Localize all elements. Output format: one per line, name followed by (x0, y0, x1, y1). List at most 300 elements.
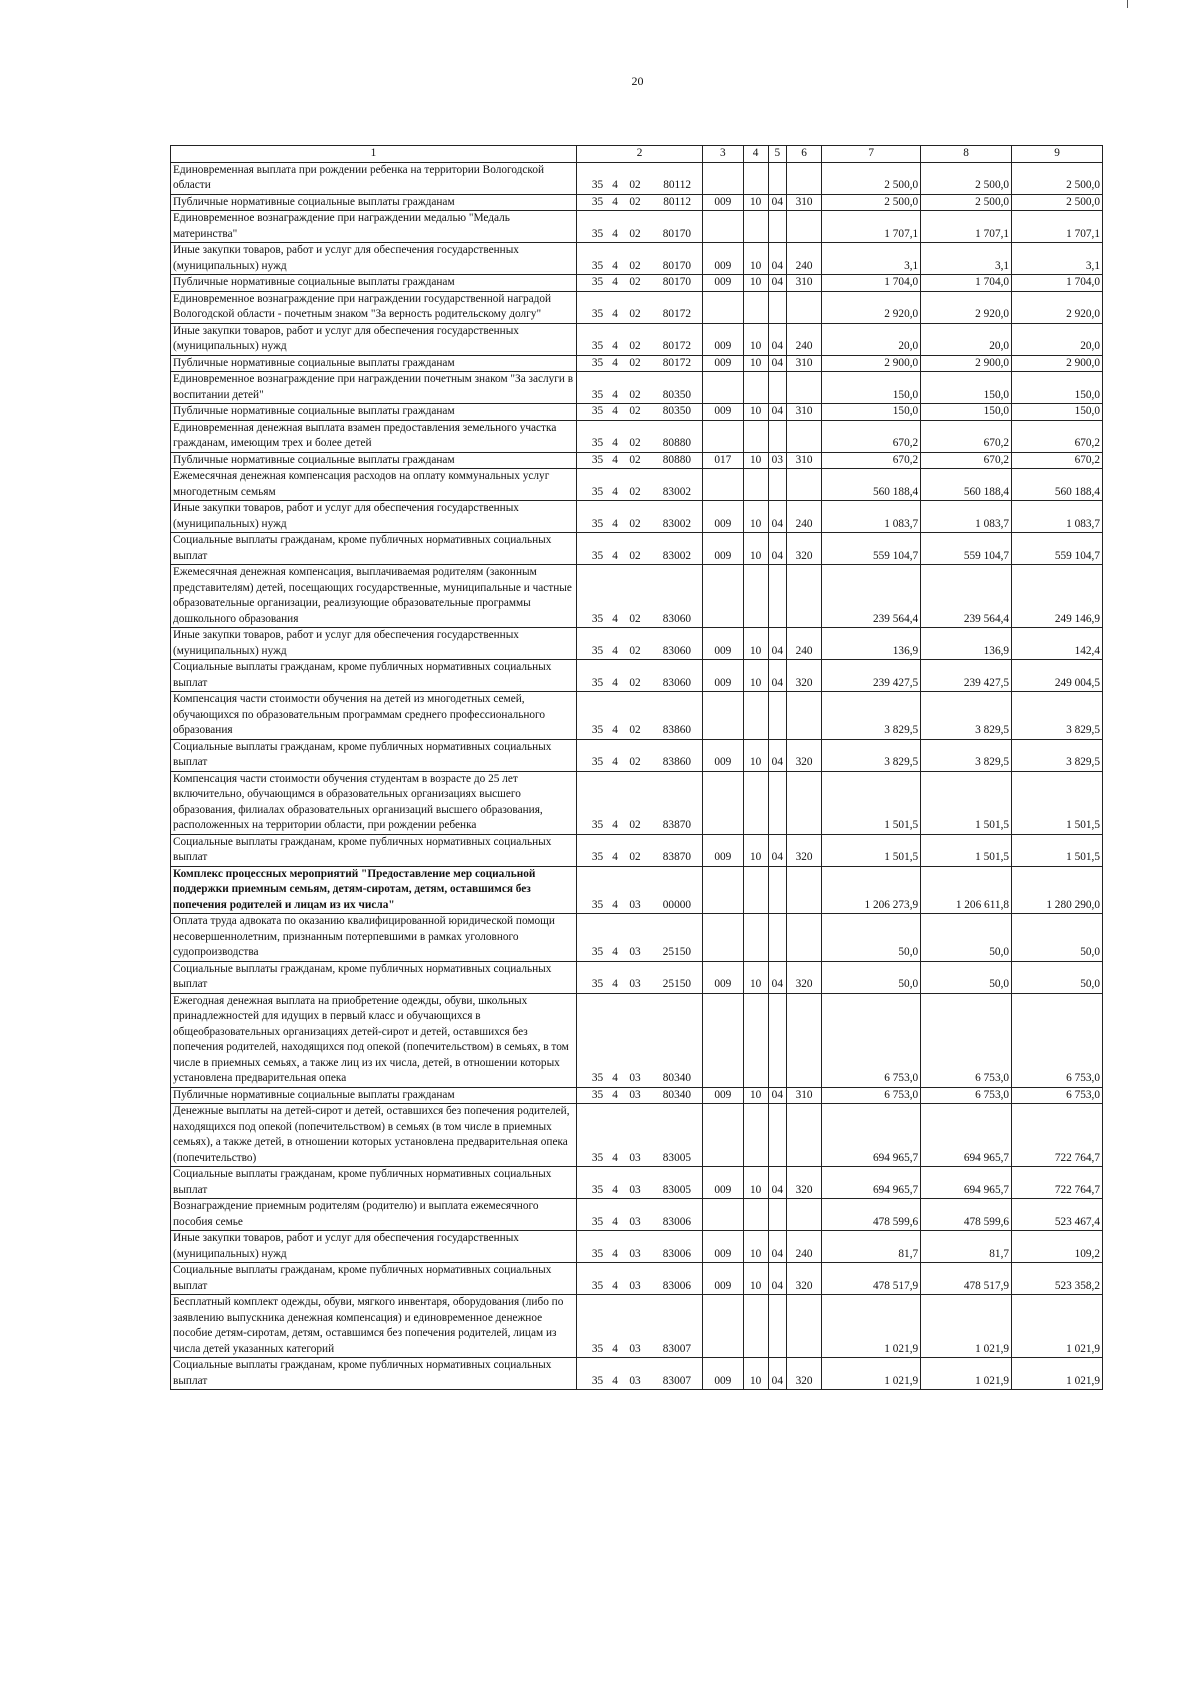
amount-col-9: 1 704,0 (1012, 275, 1103, 292)
target-code (576, 420, 702, 452)
row-name: Публичные нормативные социальные выплаты гражданам (171, 194, 577, 211)
code-type: 4 (612, 227, 618, 240)
amount-col-8: 1 501,5 (921, 834, 1012, 866)
code-type: 4 (612, 612, 618, 625)
code-program: 35 (591, 485, 604, 498)
target-code (576, 194, 702, 211)
code-program: 35 (591, 276, 604, 288)
ministry-code (703, 692, 743, 740)
code-type: 4 (612, 898, 618, 911)
subsection-code (768, 162, 786, 194)
subsection-code (768, 771, 786, 834)
table-row (171, 404, 1103, 421)
code-type: 4 (612, 549, 618, 562)
ministry-code: 009 (703, 1231, 743, 1263)
code-direction: 80350 (662, 405, 692, 417)
ministry-code: 009 (703, 1167, 743, 1199)
ministry-code (703, 1199, 743, 1231)
amount-col-9: 249 004,5 (1012, 660, 1103, 692)
expense-type-code: 320 (786, 1167, 821, 1199)
code-type: 4 (612, 851, 618, 863)
code-direction: 80340 (662, 1088, 692, 1101)
amount-col-8: 670,2 (921, 420, 1012, 452)
amount-col-7: 694 965,7 (822, 1104, 921, 1167)
expense-type-code (786, 162, 821, 194)
code-subprogram: 03 (629, 1342, 641, 1355)
amount-col-9: 559 104,7 (1012, 533, 1103, 565)
row-name: Публичные нормативные социальные выплаты гражданам (171, 452, 577, 469)
ministry-code (703, 372, 743, 404)
expense-type-code: 240 (786, 501, 821, 533)
amount-col-7: 1 206 273,9 (822, 866, 921, 914)
amount-col-9: 6 753,0 (1012, 993, 1103, 1087)
code-program: 35 (591, 1151, 604, 1164)
code-program: 35 (591, 612, 604, 625)
row-name: Единовременное вознаграждение при награждении почетным знаком "За заслуги в воспитании детей" (171, 372, 577, 404)
code-program: 35 (591, 549, 604, 562)
table-row (171, 628, 1103, 660)
target-code (576, 323, 702, 355)
expense-type-code: 310 (786, 275, 821, 292)
subsection-code (768, 565, 786, 628)
section-code (743, 1104, 768, 1167)
table-row (171, 834, 1103, 866)
subsection-code: 04 (768, 275, 786, 292)
code-direction: 80172 (662, 356, 692, 369)
section-code: 10 (743, 1087, 768, 1104)
target-code (576, 275, 702, 292)
target-code (576, 1358, 702, 1390)
amount-col-8: 560 188,4 (921, 469, 1012, 501)
code-direction: 83007 (662, 1342, 692, 1355)
amount-col-8: 6 753,0 (921, 1087, 1012, 1104)
amount-col-7: 559 104,7 (822, 533, 921, 565)
amount-col-9: 150,0 (1012, 404, 1103, 421)
code-direction: 83870 (662, 819, 692, 831)
amount-col-8: 150,0 (921, 372, 1012, 404)
section-code: 10 (743, 355, 768, 372)
expense-type-code: 240 (786, 323, 821, 355)
row-name: Бесплатный комплект одежды, обуви, мягкого инвентаря, оборудования (либо по заявлению выпускника денежная компенсация) и единовременное денежное пособие детям-сиротам, детям, оставшимся без попечения родителей, лицам из числа детей указанных категорий (171, 1295, 577, 1358)
ministry-code (703, 1104, 743, 1167)
code-type: 4 (612, 724, 618, 736)
code-direction: 83006 (662, 1215, 692, 1228)
code-subprogram: 03 (629, 1183, 641, 1196)
section-code: 10 (743, 243, 768, 275)
amount-col-9: 670,2 (1012, 420, 1103, 452)
code-program: 35 (591, 259, 604, 272)
target-code (576, 162, 702, 194)
code-program: 35 (591, 1215, 604, 1228)
table-row (171, 243, 1103, 275)
row-name: Социальные выплаты гражданам, кроме публичных нормативных социальных выплат (171, 660, 577, 692)
code-direction: 80880 (662, 453, 692, 466)
ministry-code: 009 (703, 1087, 743, 1104)
amount-col-7: 6 753,0 (822, 1087, 921, 1104)
row-name: Публичные нормативные социальные выплаты гражданам (171, 275, 577, 292)
expense-type-code: 320 (786, 739, 821, 771)
ministry-code: 009 (703, 323, 743, 355)
section-code: 10 (743, 834, 768, 866)
target-code (576, 692, 702, 740)
code-type: 4 (612, 1342, 618, 1355)
amount-col-8: 150,0 (921, 404, 1012, 421)
ministry-code (703, 1295, 743, 1358)
amount-col-9: 722 764,7 (1012, 1167, 1103, 1199)
ministry-code: 009 (703, 961, 743, 993)
scan-margin-mark (1127, 0, 1128, 8)
subsection-code (768, 914, 786, 962)
expense-type-code (786, 1199, 821, 1231)
target-code (576, 565, 702, 628)
amount-col-7: 239 427,5 (822, 660, 921, 692)
expense-type-code (786, 211, 821, 243)
expense-type-code: 320 (786, 533, 821, 565)
row-name: Иные закупки товаров, работ и услуг для обеспечения государственных (муниципальных) нужд (171, 501, 577, 533)
target-code (576, 291, 702, 323)
code-direction: 83870 (662, 851, 692, 863)
section-code: 10 (743, 1358, 768, 1390)
code-direction: 83002 (662, 517, 692, 530)
amount-col-9: 3 829,5 (1012, 739, 1103, 771)
row-name: Единовременное вознаграждение при награждении государственной наградой Вологодской области - почетным знаком "За верность родительскому долгу" (171, 291, 577, 323)
code-direction: 83860 (662, 724, 692, 736)
code-program: 35 (591, 819, 604, 831)
target-code (576, 993, 702, 1087)
table-row (171, 1199, 1103, 1231)
ministry-code: 009 (703, 660, 743, 692)
code-subprogram: 02 (629, 676, 641, 689)
target-code (576, 452, 702, 469)
amount-col-7: 20,0 (822, 323, 921, 355)
amount-col-7: 2 920,0 (822, 291, 921, 323)
expense-type-code: 310 (786, 452, 821, 469)
code-direction: 83060 (662, 612, 692, 625)
code-direction: 83860 (662, 756, 692, 768)
amount-col-8: 478 599,6 (921, 1199, 1012, 1231)
amount-col-7: 670,2 (822, 452, 921, 469)
row-name: Ежемесячная денежная компенсация, выплачиваемая родителям (законным представителям) детей, посещающих государственные, муниципальные и частные образовательные организации, реализующие образовательные программы дошкольного образования (171, 565, 577, 628)
code-subprogram: 03 (629, 946, 641, 958)
code-direction: 83060 (662, 644, 692, 657)
table-body (171, 162, 1103, 1390)
table-row (171, 866, 1103, 914)
code-direction: 80350 (662, 388, 692, 401)
subsection-code: 04 (768, 628, 786, 660)
amount-col-7: 2 900,0 (822, 355, 921, 372)
subsection-code: 04 (768, 1263, 786, 1295)
code-subprogram: 03 (629, 1374, 641, 1387)
ministry-code: 009 (703, 739, 743, 771)
subsection-code: 04 (768, 1231, 786, 1263)
table-row (171, 372, 1103, 404)
code-program: 35 (591, 1072, 604, 1084)
section-code: 10 (743, 452, 768, 469)
section-code (743, 993, 768, 1087)
code-direction: 83002 (662, 549, 692, 562)
row-name: Единовременная денежная выплата взамен предоставления земельного участка гражданам, имеющим трех и более детей (171, 420, 577, 452)
amount-col-8: 478 517,9 (921, 1263, 1012, 1295)
code-direction: 80340 (662, 1072, 692, 1084)
amount-col-8: 81,7 (921, 1231, 1012, 1263)
amount-col-9: 1 083,7 (1012, 501, 1103, 533)
amount-col-9: 109,2 (1012, 1231, 1103, 1263)
code-program: 35 (591, 195, 604, 208)
expense-type-code: 310 (786, 194, 821, 211)
code-direction: 83002 (662, 485, 692, 498)
amount-col-9: 2 920,0 (1012, 291, 1103, 323)
code-subprogram: 02 (629, 485, 641, 498)
table-row (171, 1263, 1103, 1295)
row-name: Иные закупки товаров, работ и услуг для обеспечения государственных (муниципальных) нужд (171, 323, 577, 355)
amount-col-9: 523 358,2 (1012, 1263, 1103, 1295)
amount-col-9: 560 188,4 (1012, 469, 1103, 501)
subsection-code: 04 (768, 1167, 786, 1199)
subsection-code: 04 (768, 323, 786, 355)
row-name: Социальные выплаты гражданам, кроме публичных нормативных социальных выплат (171, 533, 577, 565)
code-type: 4 (612, 1151, 618, 1164)
code-subprogram: 02 (629, 644, 641, 657)
expense-type-code: 320 (786, 961, 821, 993)
code-program: 35 (591, 340, 604, 352)
row-name: Социальные выплаты гражданам, кроме публичных нормативных социальных выплат (171, 1358, 577, 1390)
section-code: 10 (743, 660, 768, 692)
row-name: Ежемесячная денежная компенсация расходов на оплату коммунальных услуг многодетным семьям (171, 469, 577, 501)
page-number: 20 (631, 74, 644, 88)
row-name: Социальные выплаты гражданам, кроме публичных нормативных социальных выплат (171, 834, 577, 866)
code-subprogram: 03 (629, 1247, 641, 1260)
code-type: 4 (612, 453, 618, 466)
amount-col-8: 20,0 (921, 323, 1012, 355)
table-row (171, 323, 1103, 355)
code-type: 4 (612, 978, 618, 990)
expense-type-code (786, 291, 821, 323)
expense-type-code: 310 (786, 404, 821, 421)
amount-col-7: 1 021,9 (822, 1295, 921, 1358)
amount-col-8: 1 021,9 (921, 1295, 1012, 1358)
code-subprogram: 03 (629, 898, 641, 911)
amount-col-7: 1 501,5 (822, 834, 921, 866)
table-row (171, 1358, 1103, 1390)
code-program: 35 (591, 1342, 604, 1355)
header-col-9: 9 (1012, 146, 1103, 163)
header-col-6: 6 (786, 146, 821, 163)
amount-col-8: 1 083,7 (921, 501, 1012, 533)
code-type: 4 (612, 1072, 618, 1084)
code-direction: 25150 (662, 946, 692, 958)
subsection-code: 04 (768, 834, 786, 866)
ministry-code: 009 (703, 404, 743, 421)
expense-type-code (786, 469, 821, 501)
code-direction: 25150 (662, 978, 692, 990)
table-row (171, 771, 1103, 834)
subsection-code: 04 (768, 1087, 786, 1104)
row-name: Компенсация части стоимости обучения на детей из многодетных семей, обучающихся по образовательным программам среднего профессионального образования (171, 692, 577, 740)
section-code (743, 372, 768, 404)
amount-col-9: 1 021,9 (1012, 1295, 1103, 1358)
target-code (576, 1231, 702, 1263)
code-direction: 83007 (662, 1374, 692, 1387)
ministry-code: 009 (703, 243, 743, 275)
code-type: 4 (612, 405, 618, 417)
amount-col-8: 694 965,7 (921, 1167, 1012, 1199)
code-subprogram: 02 (629, 405, 641, 417)
code-type: 4 (612, 356, 618, 369)
target-code (576, 1199, 702, 1231)
amount-col-7: 560 188,4 (822, 469, 921, 501)
amount-col-8: 3 829,5 (921, 739, 1012, 771)
section-code (743, 420, 768, 452)
target-code (576, 866, 702, 914)
code-program: 35 (591, 453, 604, 466)
amount-col-7: 136,9 (822, 628, 921, 660)
expense-type-code: 240 (786, 628, 821, 660)
amount-col-8: 136,9 (921, 628, 1012, 660)
subsection-code (768, 291, 786, 323)
expense-type-code (786, 692, 821, 740)
code-program: 35 (591, 756, 604, 768)
target-code (576, 355, 702, 372)
target-code (576, 1263, 702, 1295)
section-code: 10 (743, 323, 768, 355)
section-code (743, 914, 768, 962)
code-program: 35 (591, 356, 604, 369)
code-type: 4 (612, 388, 618, 401)
subsection-code (768, 372, 786, 404)
subsection-code: 04 (768, 243, 786, 275)
code-subprogram: 02 (629, 195, 641, 208)
code-subprogram: 03 (629, 1215, 641, 1228)
code-program: 35 (591, 517, 604, 530)
code-subprogram: 02 (629, 724, 641, 736)
amount-col-8: 50,0 (921, 961, 1012, 993)
table-row (171, 1087, 1103, 1104)
table-row (171, 275, 1103, 292)
subsection-code: 04 (768, 355, 786, 372)
code-program: 35 (591, 437, 604, 449)
code-direction: 83006 (662, 1279, 692, 1292)
target-code (576, 1087, 702, 1104)
code-subprogram: 02 (629, 227, 641, 240)
row-name: Единовременная выплата при рождении ребенка на территории Вологодской области (171, 162, 577, 194)
ministry-code: 009 (703, 355, 743, 372)
amount-col-9: 722 764,7 (1012, 1104, 1103, 1167)
table-row (171, 452, 1103, 469)
amount-col-8: 694 965,7 (921, 1104, 1012, 1167)
code-type: 4 (612, 1247, 618, 1260)
header-col-8: 8 (921, 146, 1012, 163)
code-direction: 80112 (663, 179, 692, 191)
target-code (576, 771, 702, 834)
subsection-code (768, 211, 786, 243)
code-direction: 83005 (662, 1183, 692, 1196)
amount-col-9: 1 280 290,0 (1012, 866, 1103, 914)
amount-col-9: 50,0 (1012, 961, 1103, 993)
row-name: Публичные нормативные социальные выплаты гражданам (171, 355, 577, 372)
code-program: 35 (591, 898, 604, 911)
section-code: 10 (743, 533, 768, 565)
target-code (576, 372, 702, 404)
code-subprogram: 02 (629, 340, 641, 352)
table-row (171, 692, 1103, 740)
expense-type-code: 320 (786, 660, 821, 692)
amount-col-8: 1 707,1 (921, 211, 1012, 243)
amount-col-9: 1 021,9 (1012, 1358, 1103, 1390)
ministry-code (703, 914, 743, 962)
target-code (576, 501, 702, 533)
code-program: 35 (591, 724, 604, 736)
ministry-code: 009 (703, 501, 743, 533)
section-code (743, 692, 768, 740)
table-row (171, 739, 1103, 771)
amount-col-8: 2 900,0 (921, 355, 1012, 372)
amount-col-7: 478 599,6 (822, 1199, 921, 1231)
section-code (743, 291, 768, 323)
code-program: 35 (591, 946, 604, 958)
expense-type-code (786, 1104, 821, 1167)
code-direction: 80170 (662, 276, 692, 288)
amount-col-7: 150,0 (822, 404, 921, 421)
amount-col-7: 1 021,9 (822, 1358, 921, 1390)
amount-col-9: 142,4 (1012, 628, 1103, 660)
code-subprogram: 02 (629, 756, 641, 768)
section-code: 10 (743, 739, 768, 771)
amount-col-9: 50,0 (1012, 914, 1103, 962)
code-program: 35 (591, 644, 604, 657)
amount-col-7: 81,7 (822, 1231, 921, 1263)
code-subprogram: 03 (629, 1088, 641, 1101)
row-name: Ежегодная денежная выплата на приобретение одежды, обуви, школьных принадлежностей для идущих в первый класс и обучающихся в общеобразовательных организациях детей-сирот и детей, оставшихся без попечения родителей, находящихся под опекой (попечительством) в семьях, в том числе в приемных семьях, а также лиц из их числа, детей, в отношении которых установлена предварительная опека (171, 993, 577, 1087)
amount-col-7: 670,2 (822, 420, 921, 452)
subsection-code (768, 420, 786, 452)
amount-col-8: 1 021,9 (921, 1358, 1012, 1390)
header-col-7: 7 (822, 146, 921, 163)
header-col-1: 1 (171, 146, 577, 163)
code-type: 4 (612, 276, 618, 288)
ministry-code (703, 291, 743, 323)
ministry-code (703, 993, 743, 1087)
expense-type-code (786, 866, 821, 914)
code-direction: 80170 (662, 227, 692, 240)
code-direction: 80112 (663, 195, 692, 208)
table-row (171, 961, 1103, 993)
amount-col-9: 2 500,0 (1012, 194, 1103, 211)
subsection-code: 04 (768, 660, 786, 692)
section-code: 10 (743, 1167, 768, 1199)
amount-col-8: 1 206 611,8 (921, 866, 1012, 914)
amount-col-8: 3,1 (921, 243, 1012, 275)
amount-col-7: 2 500,0 (822, 194, 921, 211)
section-code: 10 (743, 628, 768, 660)
ministry-code: 009 (703, 533, 743, 565)
header-col-5: 5 (768, 146, 786, 163)
code-direction: 00000 (662, 898, 692, 911)
amount-col-9: 523 467,4 (1012, 1199, 1103, 1231)
expense-type-code: 310 (786, 355, 821, 372)
amount-col-8: 1 704,0 (921, 275, 1012, 292)
amount-col-7: 2 500,0 (822, 162, 921, 194)
code-subprogram: 02 (629, 453, 641, 466)
amount-col-7: 3 829,5 (822, 739, 921, 771)
section-code (743, 565, 768, 628)
table-row (171, 660, 1103, 692)
code-program: 35 (591, 405, 604, 417)
header-col-2: 2 (576, 146, 702, 163)
section-code: 10 (743, 961, 768, 993)
subsection-code: 04 (768, 501, 786, 533)
target-code (576, 533, 702, 565)
section-code: 10 (743, 1263, 768, 1295)
